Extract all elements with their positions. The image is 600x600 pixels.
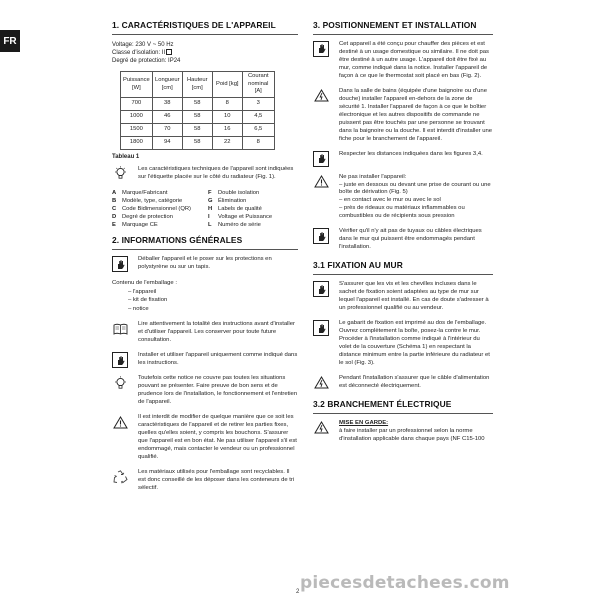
label-legend — [112, 189, 298, 230]
warning-icon — [313, 174, 329, 190]
table-cell: 58 — [182, 123, 212, 136]
table-row — [121, 123, 275, 136]
install-block — [112, 352, 298, 368]
page-number: 2 — [296, 589, 300, 595]
hand-icon — [313, 151, 329, 167]
legend-item: H Labels de qualité — [208, 205, 262, 212]
legend-item: L Numéro de série — [208, 222, 261, 229]
table-cell: 38 — [152, 97, 182, 110]
protection-line: Degré de protection: IP24 — [112, 58, 181, 65]
hand-icon — [313, 41, 329, 57]
section-3-title: 3. POSITIONNEMENT ET INSTALLATION — [313, 20, 493, 35]
template-text: Le gabarit de fixation est imprimé au dos de l'emballage. Ouvrez complètement la boîte, posez-la contre le mur. Procéder à l'installation comme indiqué à l'intérieur du volet de la couverture (Schéma 1) en respectant la distance minimum entre la partie inférieure du radiateur et le sol (Fig. 3). — [339, 320, 490, 366]
package-contents-title: Contenu de l'emballage : — [112, 280, 177, 287]
electric-hazard-icon — [313, 375, 329, 391]
pipes-block — [313, 228, 493, 252]
legend-item: D Degré de protection — [112, 213, 173, 220]
recycle-icon — [112, 469, 128, 485]
hand-icon — [112, 256, 128, 272]
section-2-title: 2. INFORMATIONS GÉNÉRALES — [112, 235, 298, 250]
notice-text: Toutefois cette notice ne couvre pas toutes les situations pouvant se présenter. Faire preuve de bon sens et de prudence lors de l'installation, le fonctionnement et l'entretien de l'appareil. — [138, 375, 298, 406]
section-3-2-title: 3.2 BRANCHEMENT ÉLECTRIQUE — [313, 399, 493, 414]
table-cell: 4,5 — [242, 110, 274, 123]
forbidden-text: Il est interdit de modifier de quelque manière que ce soit les caractéristiques de l'appareil et de retirer les parties fixes, quelles qu'elles soient, y compris les bouchons. S'assurer que l'appareil est en bon état. Ne pas utiliser l'appareil s'il est endommagé, mais contacter le vendeur ou un professionnel qualifié. — [138, 414, 297, 460]
watermark: piecesdetachees.com — [300, 573, 510, 593]
package-contents — [112, 279, 298, 313]
spec-table — [120, 71, 275, 150]
table-cell: 1500 — [121, 123, 153, 136]
table-caption: Tableau 1 — [112, 153, 140, 160]
pipes-text: Vérifier qu'il n'y ait pas de tuyaux ou câbles électriques dans le mur qui puissent être endommagés pendant l'installation. — [339, 228, 482, 251]
unpack-text: Déballer l'appareil et le poser sur les protections en polystyrène ou sur un tapis. — [138, 256, 272, 271]
legend-item: C Code Bidimensionnel (QR) — [112, 205, 191, 212]
table-cell: 3 — [242, 97, 274, 110]
usage-text: Cet appareil a été conçu pour chauffer des pièces et est destiné à un usage domestique ou similaire. Il ne doit pas être destiné à un autre usage. L'appareil doit être fixé au mur, comme indiqué dans la notice. Installer l'appareil de façon à ce que le thermostat soit placé en bas (Fig. 2). — [339, 40, 489, 79]
info-text: Les caractéristiques techniques de l'appareil sont indiquées sur l'étiquette placée sur le côté du radiateur (Fig. 1). — [138, 165, 294, 180]
table-cell: 8 — [212, 97, 242, 110]
distances-text: Respecter les distances indiquées dans les figures 3,4. — [339, 150, 483, 157]
legend-item: B Modèle, type, catégorie — [112, 197, 183, 204]
warning-icon — [112, 414, 128, 430]
legend-item: A Marque/Fabricant — [112, 189, 168, 196]
table-cell: 10 — [212, 110, 242, 123]
table-header: Longueur [cm] — [152, 72, 182, 98]
list-item: – l'appareil — [128, 288, 157, 295]
table-cell: 1000 — [121, 110, 153, 123]
usage-block — [313, 41, 493, 81]
hand-icon — [313, 281, 329, 297]
table-cell: 70 — [152, 123, 182, 136]
table-header: Poid [kg] — [212, 72, 242, 98]
legend-item: G Élimination — [208, 197, 247, 204]
table-cell: 46 — [152, 110, 182, 123]
table-cell: 1800 — [121, 136, 153, 149]
distances-block — [313, 151, 493, 167]
table-header: Puissance [W] — [121, 72, 153, 98]
cable-block — [313, 375, 493, 391]
not-install-block — [313, 174, 493, 222]
hand-icon — [313, 320, 329, 336]
screws-block — [313, 281, 493, 313]
screws-text: S'assurer que les vis et les chevilles incluses dans le sachet de fixation soient adaptées au type de mur sur lequel l'appareil est installé. En cas de doute s'adresser à un professionnel qualifié ou au vendeur. — [339, 281, 489, 312]
table-row — [121, 136, 275, 149]
left-column — [112, 20, 298, 500]
forbidden-block — [112, 414, 298, 462]
cable-text: Pendant l'installation s'assurer que le câble d'alimentation est déconnecté électriquement. — [339, 374, 490, 389]
install-text: Installer et utiliser l'appareil uniquement comme indiqué dans les instructions. — [138, 352, 298, 367]
lightbulb-icon — [112, 166, 128, 182]
notice-block — [112, 375, 298, 407]
table-cell: 94 — [152, 136, 182, 149]
hand-icon — [313, 228, 329, 244]
voltage-line: Voltage: 230 V ~ 50 Hz — [112, 41, 174, 48]
recycle-block — [112, 469, 298, 493]
read-text: Lire attentivement la totalité des instructions avant d'installer et d'utiliser l'appareil. Les conserver pour toute future consultation. — [138, 321, 295, 344]
table-cell: 6,5 — [242, 123, 274, 136]
isolation-line: Classe d'isolation: II — [112, 49, 298, 57]
bathroom-block — [313, 88, 493, 144]
list-item: – notice — [128, 305, 149, 312]
table-cell: 8 — [242, 136, 274, 149]
table-cell: 22 — [212, 136, 242, 149]
recycle-text: Les matériaux utilisés pour l'emballage sont recyclables. Il est donc conseillé de les déposer dans les conteneurs de tri sélectif. — [138, 468, 295, 491]
book-icon — [112, 321, 128, 337]
right-column — [313, 20, 493, 451]
section-1-title: 1. CARACTÉRISTIQUES DE L'APPAREIL — [112, 20, 298, 35]
not-install-text: Ne pas installer l'appareil: – juste en dessous ou devant une prise de courant ou une boîte de dérivation (Fig. 5) – en contact avec le mur ou avec le sol – près de rideaux ou matériaux inflammables ou combustibles ou de récipients sous pression — [339, 173, 491, 220]
template-block — [313, 320, 493, 368]
table-header: Courant nominal [A] — [242, 72, 274, 98]
list-item: – kit de fixation — [128, 297, 168, 304]
warning-body: à faire installer par un professionnel selon la norme d'installation applicable dans chaque pays (NF C15-100 — [339, 427, 485, 442]
unpack-block — [112, 256, 298, 272]
table-row — [121, 110, 275, 123]
electric-hazard-icon — [313, 88, 329, 104]
table-header: Hauteur [cm] — [182, 72, 212, 98]
legend-item: E Marquage CE — [112, 222, 158, 229]
table-cell: 58 — [182, 136, 212, 149]
lightbulb-icon — [112, 375, 128, 391]
section-3-1-title: 3.1 FIXATION AU MUR — [313, 260, 493, 275]
table-cell: 16 — [212, 123, 242, 136]
table-row — [121, 97, 275, 110]
warning-title: MISE EN GARDE: — [339, 419, 389, 426]
electric-hazard-icon — [313, 420, 329, 436]
warning-text — [339, 420, 493, 444]
legend-item: I Voltage et Puissance — [208, 213, 273, 220]
info-block — [112, 166, 298, 182]
hand-icon — [112, 352, 128, 368]
table-cell: 700 — [121, 97, 153, 110]
read-block — [112, 321, 298, 345]
bathroom-text: Dans la salle de bains (équipée d'une baignoire ou d'une douche) installer l'appareil en-dehors de la zone de sécurité 1. Installer l'appareil de façon à ce que le boîtier électronique et les autres dispositifs de commande ne puissent pas être touchés par une personne se trouvant dans la baignoire ou la douche. Il est interdit d'installer une fiche pour le branchement de l'appareil. — [339, 87, 493, 142]
language-tab: FR — [0, 30, 20, 52]
table-cell: 58 — [182, 110, 212, 123]
legend-item: F Double isolation — [208, 189, 260, 196]
table-cell: 58 — [182, 97, 212, 110]
double-isolation-icon — [166, 49, 172, 55]
warning-block — [313, 420, 493, 444]
